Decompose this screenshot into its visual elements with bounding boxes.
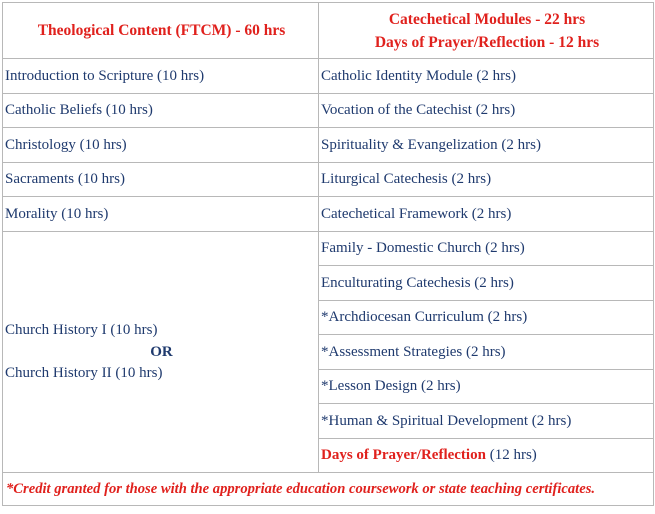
table-row: [3, 231, 654, 266]
catechetical-modules-header: [319, 3, 654, 59]
church-history-option-2: Church History II (10 hrs): [5, 364, 163, 381]
right-cell: Catholic Identity Module (2 hrs): [319, 59, 654, 94]
right-cell: *Lesson Design (2 hrs): [319, 369, 654, 404]
catechetical-modules-title: Catechetical Modules - 22 hrs: [388, 10, 586, 28]
right-cell: Catechetical Framework (2 hrs): [319, 197, 654, 232]
right-cell: Enculturating Catechesis (2 hrs): [319, 266, 654, 301]
table-row: [3, 197, 654, 232]
table-row: [3, 128, 654, 163]
prayer-row-cell: [319, 438, 654, 473]
left-cell: Sacraments (10 hrs): [3, 162, 319, 197]
days-of-prayer-title: Days of Prayer/Reflection - 12 hrs: [374, 33, 600, 51]
prayer-label: Days of Prayer/Reflection: [321, 447, 486, 464]
right-cell: *Archdiocesan Curriculum (2 hrs): [319, 300, 654, 335]
table-row: [3, 162, 654, 197]
or-label: OR: [150, 343, 173, 360]
right-cell: Spirituality & Evangelization (2 hrs): [319, 128, 654, 163]
left-cell: Introduction to Scripture (10 hrs): [3, 59, 319, 94]
left-cell: Morality (10 hrs): [3, 197, 319, 232]
table-row: [3, 59, 654, 94]
left-cell: Christology (10 hrs): [3, 128, 319, 163]
right-cell: Family - Domestic Church (2 hrs): [319, 231, 654, 266]
left-cell: Catholic Beliefs (10 hrs): [3, 93, 319, 128]
header-row: [3, 3, 654, 59]
theological-content-header: Theological Content (FTCM) - 60 hrs: [3, 3, 319, 59]
footnote-row: [3, 473, 654, 506]
right-cell: Vocation of the Catechist (2 hrs): [319, 93, 654, 128]
right-cell: *Human & Spiritual Development (2 hrs): [319, 404, 654, 439]
footnote: *Credit granted for those with the appropriate education coursework or state teaching certificates.: [3, 473, 654, 506]
right-cell: Liturgical Catechesis (2 hrs): [319, 162, 654, 197]
prayer-hours: (12 hrs): [485, 447, 537, 464]
church-history-option-1: Church History I (10 hrs): [5, 321, 158, 338]
church-history-cell: [3, 231, 319, 473]
curriculum-table: [2, 2, 654, 506]
right-cell: *Assessment Strategies (2 hrs): [319, 335, 654, 370]
table-row: [3, 93, 654, 128]
